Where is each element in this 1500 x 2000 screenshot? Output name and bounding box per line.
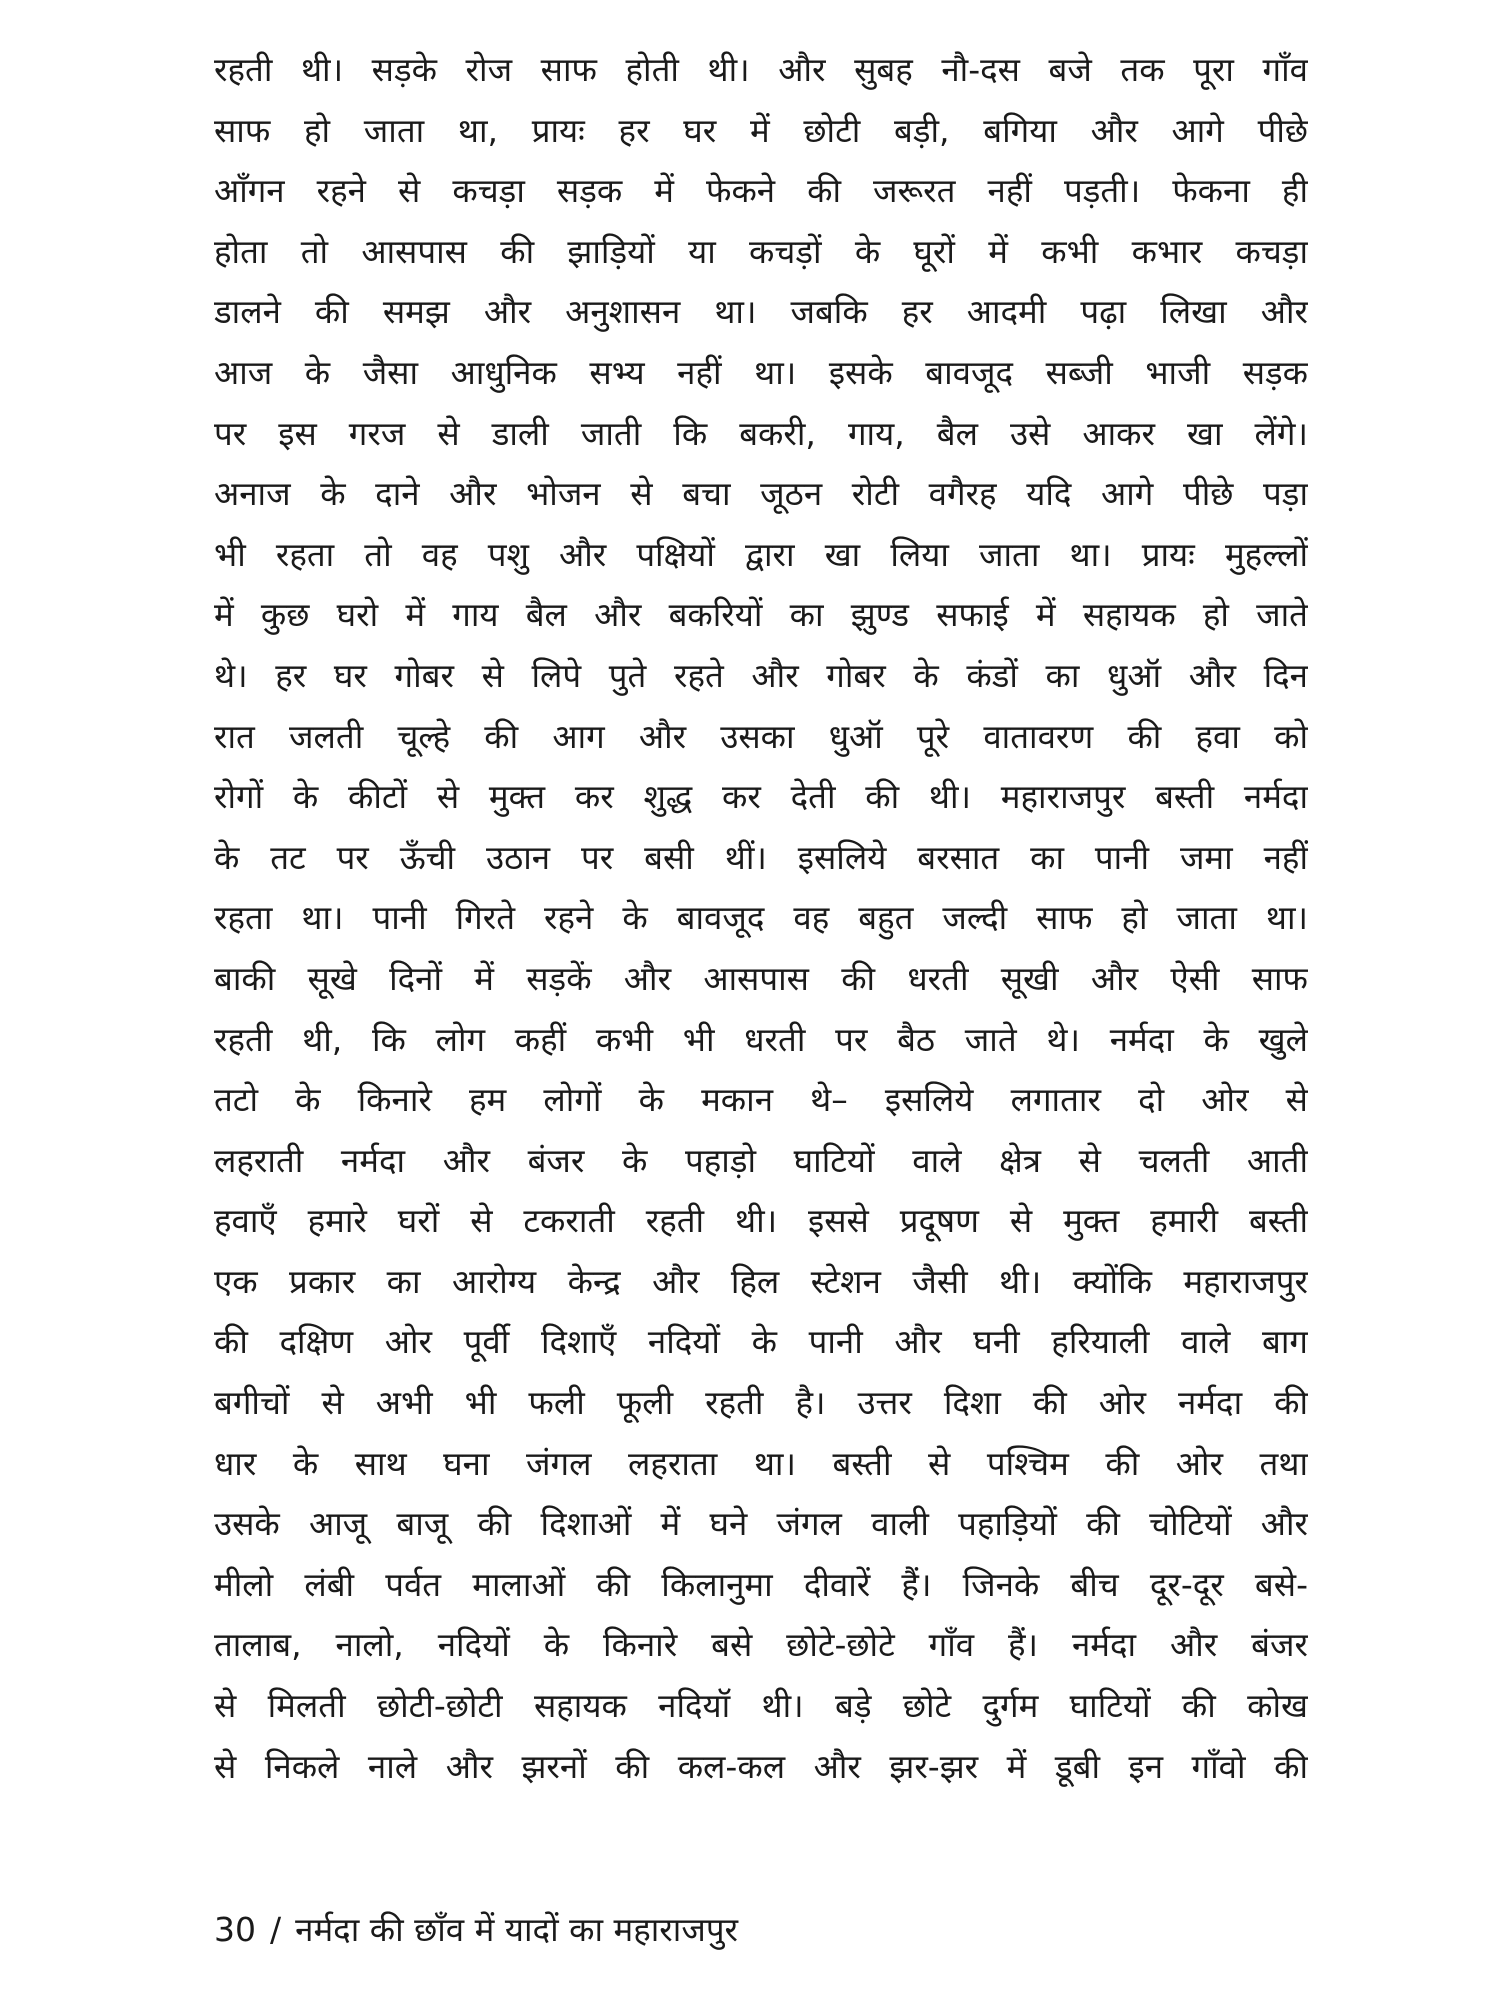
text-line: रहता था। पानी गिरते रहने के बावजूद वह बहुत जल्दी साफ हो जाता था। (214, 898, 1308, 938)
text-line: पर इस गरज से डाली जाती कि बकरी, गाय, बैल उसे आकर खा लेंगे। (214, 413, 1308, 453)
text-line: से मिलती छोटी-छोटी सहायक नदियॉ थी। बड़े छोटे दुर्गम घाटियों की कोख (214, 1686, 1308, 1726)
text-line: मीलो लंबी पर्वत मालाओं की किलानुमा दीवारें हैं। जिनके बीच दूर-दूर बसे- (214, 1564, 1308, 1604)
text-line: के तट पर ऊँची उठान पर बसी थीं। इसलिये बरसात का पानी जमा नहीं (214, 837, 1308, 877)
page-footer (214, 1900, 738, 1960)
body-text (214, 40, 1308, 1797)
text-line: थे। हर घर गोबर से लिपे पुते रहते और गोबर के कंडों का धुऑ और दिन (214, 655, 1308, 695)
text-line: आँगन रहने से कचड़ा सड़क में फेकने की जरूरत नहीं पड़ती। फेकना ही (214, 171, 1308, 211)
text-line: हवाएँ हमारे घरों से टकराती रहती थी। इससे प्रदूषण से मुक्त हमारी बस्ती (214, 1201, 1308, 1241)
text-line: भी रहता तो वह पशु और पक्षियों द्वारा खा लिया जाता था। प्रायः मुहल्लों (214, 534, 1308, 574)
book-title: नर्मदा की छाँव में यादों का महाराजपुर (295, 1910, 739, 1949)
text-line: तटो के किनारे हम लोगों के मकान थे– इसलिये लगातार दो ओर से (214, 1080, 1308, 1120)
text-line: उसके आजू बाजू की दिशाओं में घने जंगल वाली पहाड़ियों की चोटियों और (214, 1504, 1308, 1544)
page-number: 30 (214, 1910, 256, 1949)
text-line: की दक्षिण ओर पूर्वी दिशाएँ नदियों के पानी और घनी हरियाली वाले बाग (214, 1322, 1308, 1362)
text-line: रोगों के कीटों से मुक्त कर शुद्ध कर देती की थी। महाराजपुर बस्ती नर्मदा (214, 777, 1308, 817)
text-line: अनाज के दाने और भोजन से बचा जूठन रोटी वगैरह यदि आगे पीछे पड़ा (214, 474, 1308, 514)
text-line: बगीचों से अभी भी फली फूली रहती है। उत्तर दिशा की ओर नर्मदा की (214, 1383, 1308, 1423)
text-line: धार के साथ घना जंगल लहराता था। बस्ती से पश्चिम की ओर तथा (214, 1443, 1308, 1483)
text-line: में कुछ घरो में गाय बैल और बकरियों का झुण्ड सफाई में सहायक हो जाते (214, 595, 1308, 635)
text-line: होता तो आसपास की झाड़ियों या कचड़ों के घूरों में कभी कभार कचड़ा (214, 231, 1308, 271)
text-line: तालाब, नालो, नदियों के किनारे बसे छोटे-छोटे गाँव हैं। नर्मदा और बंजर (214, 1625, 1308, 1665)
text-line: रहती थी। सड़के रोज साफ होती थी। और सुबह नौ-दस बजे तक पूरा गाँव (214, 50, 1308, 89)
text-line: आज के जैसा आधुनिक सभ्य नहीं था। इसके बावजूद सब्जी भाजी सड़क (214, 352, 1308, 392)
text-line: रहती थी, कि लोग कहीं कभी भी धरती पर बैठ जाते थे। नर्मदा के खुले (214, 1019, 1308, 1059)
footer-separator: / (270, 1910, 282, 1949)
text-line: एक प्रकार का आरोग्य केन्द्र और हिल स्टेशन जैसी थी। क्योंकि महाराजपुर (214, 1261, 1308, 1301)
text-line: डालने की समझ और अनुशासन था। जबकि हर आदमी पढ़ा लिखा और (214, 292, 1308, 332)
text-line: लहराती नर्मदा और बंजर के पहाड़ो घाटियों वाले क्षेत्र से चलती आती (214, 1140, 1308, 1180)
text-line: से निकले नाले और झरनों की कल-कल और झर-झर में डूबी इन गाँवो की (214, 1746, 1308, 1786)
text-line: बाकी सूखे दिनों में सड़कें और आसपास की धरती सूखी और ऐसी साफ (214, 958, 1308, 998)
text-line: साफ हो जाता था, प्रायः हर घर में छोटी बड़ी, बगिया और आगे पीछे (214, 110, 1308, 150)
text-line: रात जलती चूल्हे की आग और उसका धुऑ पूरे वातावरण की हवा को (214, 716, 1308, 756)
